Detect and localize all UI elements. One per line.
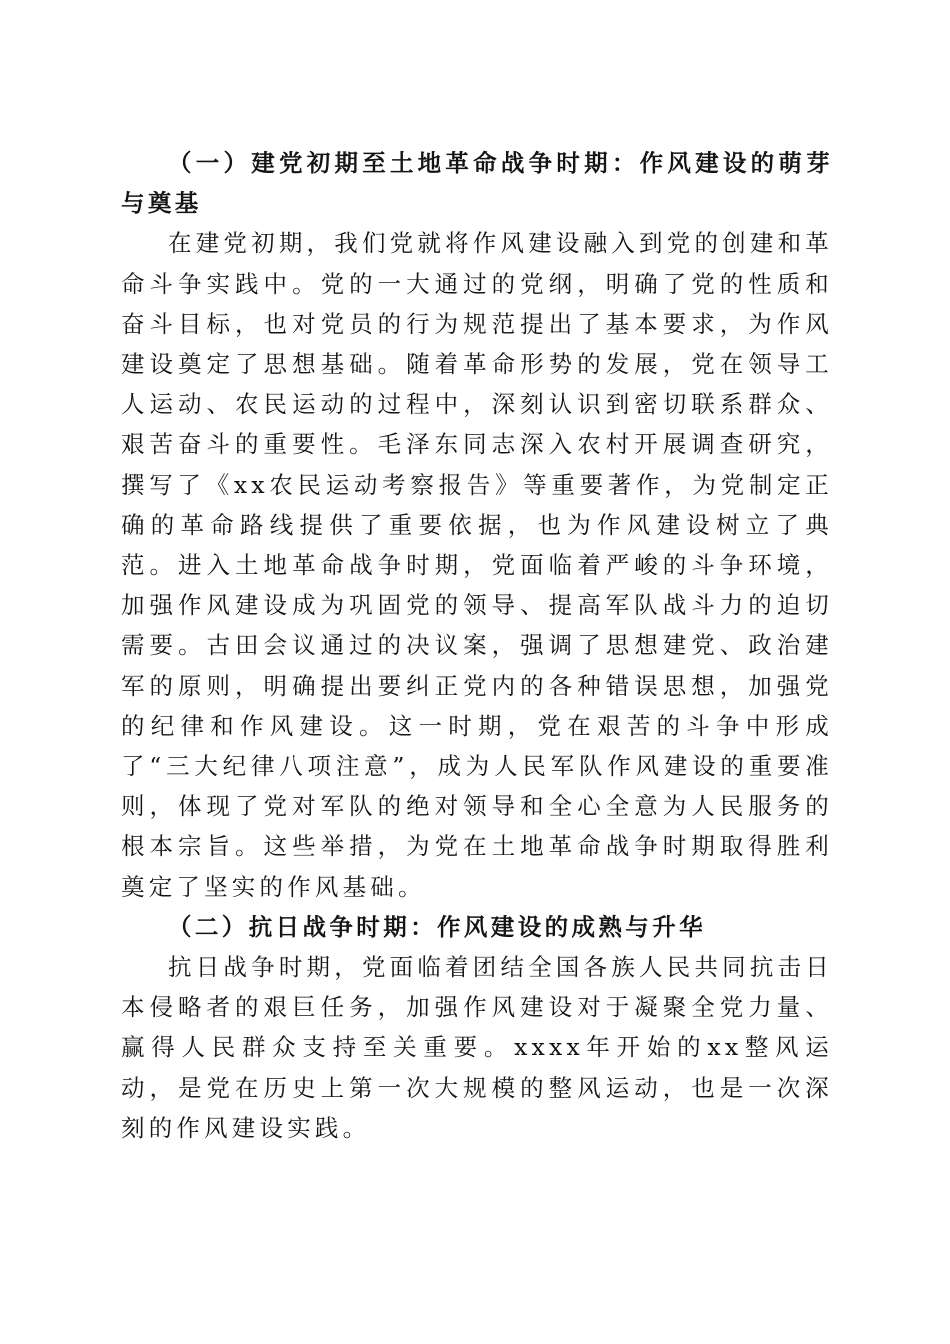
section-paragraph-2: 抗日战争时期，党面临着团结全国各族人民共同抗击日本侵略者的艰巨任务，加强作风建设对于凝聚全党力量、赢得人民群众支持至关重要。xxxx年开始的xx整风运动，是党在历史上第一次大规模的整风运动，也是一次深刻的作风建设实践。 [121, 953, 833, 1142]
section-heading-2: （二）抗日战争时期：作风建设的成熟与升华 [168, 912, 706, 941]
section-heading-1: （一）建党初期至土地革命战争时期：作风建设的萌芽与奠基 [121, 149, 833, 218]
document-body [121, 143, 833, 1148]
section-paragraph-1: 在建党初期，我们党就将作风建设融入到党的创建和革命斗争实践中。党的一大通过的党纲，明确了党的性质和奋斗目标，也对党员的行为规范提出了基本要求，为作风建设奠定了思想基础。随着革命形势的发展，党在领导工人运动、农民运动的过程中，深刻认识到密切联系群众、艰苦奋斗的重要性。毛泽东同志深入农村开展调查研究，撰写了《xx农民运动考察报告》等重要著作，为党制定正确的革命路线提供了重要依据，也为作风建设树立了典范。进入土地革命战争时期，党面临着严峻的斗争环境，加强作风建设成为巩固党的领导、提高军队战斗力的迫切需要。古田会议通过的决议案，强调了思想建党、政治建军的原则，明确提出要纠正党内的各种错误思想，加强党的纪律和作风建设。这一时期，党在艰苦的斗争中形成了“三大纪律八项注意”，成为人民军队作风建设的重要准则，体现了党对军队的绝对领导和全心全意为人民服务的根本宗旨。这些举措，为党在土地革命战争时期取得胜利奠定了坚实的作风基础。 [121, 229, 833, 901]
